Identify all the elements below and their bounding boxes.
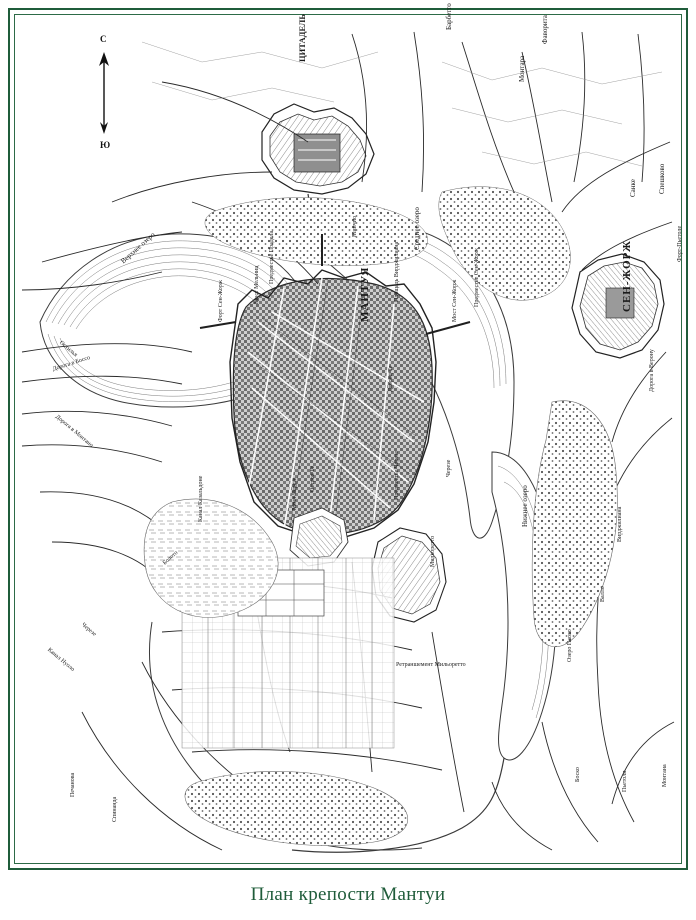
map-label: Барбетто — [445, 3, 453, 30]
map-label: Черезе — [446, 459, 452, 477]
compass-south-label: Ю — [100, 140, 111, 150]
fortress-map-image — [22, 3, 683, 856]
map-label: Дворец Те — [388, 365, 394, 392]
map-label: Канал Казальдоне — [198, 475, 204, 522]
map-label: Среднее озеро — [413, 207, 421, 250]
map-label: Болото — [162, 550, 180, 567]
map-label: Валло — [600, 586, 606, 602]
map-label: Дорога в Боссо — [52, 354, 91, 373]
map-label: Остров Те — [310, 465, 316, 492]
map-label: Ретраншемент Мильоретто — [396, 662, 466, 668]
map-label: Нижнее озеро — [521, 485, 529, 527]
compass-north-label: С — [100, 34, 107, 44]
map-label: Мост Сен-Жорж — [452, 279, 458, 322]
map-label: ЦИТАДЕЛЬ — [297, 14, 307, 62]
map-label: Вирджилиана — [617, 506, 623, 542]
map-label: Боско — [575, 767, 581, 782]
map-label: Мост Мельниц — [254, 265, 260, 304]
map-label: Минчио — [352, 216, 358, 237]
map-label: Предместье Прадела — [269, 230, 275, 284]
map-label: Дорога в Верону — [649, 349, 655, 392]
map-label: Озеро Паоло — [567, 629, 573, 662]
map-label: Мильоретто — [430, 535, 436, 567]
map-label: Монтара — [518, 55, 526, 82]
map-label: Фаворита — [541, 15, 549, 44]
map-label: Спинанда — [112, 796, 118, 822]
map-label: Форт-Пьетоле — [677, 225, 683, 262]
map-label: Пьетоли — [622, 770, 628, 792]
map-label: Форт Сен-Жорж — [218, 280, 224, 322]
map-label: СЕН-ЖОРЖ — [621, 240, 633, 312]
map-label: Монтана — [662, 764, 668, 787]
map-label: Предместье Сен-Жорж — [474, 248, 480, 307]
map-label: МАНТУЯ — [359, 266, 371, 322]
map-engraving — [22, 22, 674, 856]
map-label: Мост Черезе — [292, 477, 298, 510]
map-label: Черезе — [80, 622, 98, 638]
map-label: Печанова — [70, 772, 76, 797]
map-label: Остилья — [58, 340, 79, 359]
map-label: Спешково — [658, 163, 666, 194]
map-label: Канал Нуоло — [46, 647, 76, 673]
map-label: Санке — [629, 179, 637, 197]
map-label: Площадь Вирджилиана — [394, 241, 400, 302]
map-label: Дорога в Монтано — [54, 414, 95, 449]
map-caption: План крепости Мантуи — [250, 884, 446, 905]
map-label: Верхнее озеро — [119, 230, 157, 266]
map-label: Предместье Черезе — [394, 450, 400, 500]
